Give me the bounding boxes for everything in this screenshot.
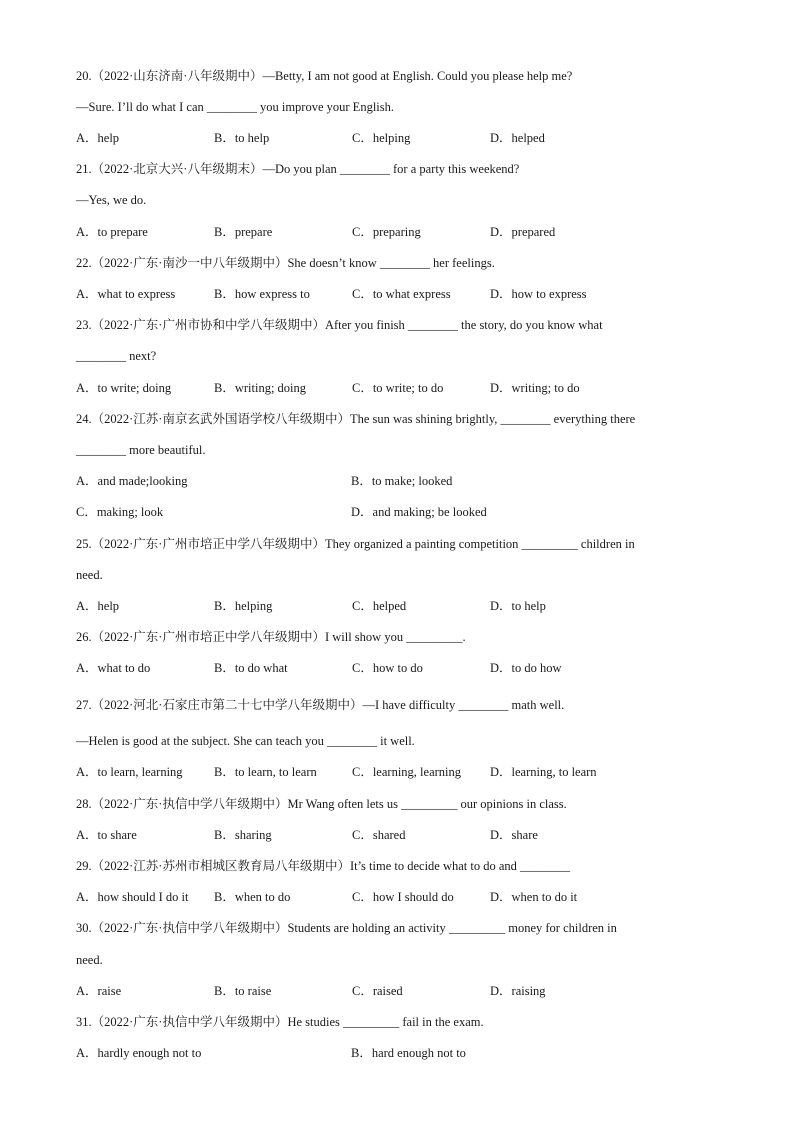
option-a[interactable]: A．to write; doing [76,381,172,395]
option-d[interactable]: D．prepared [490,225,556,239]
question-31-stem-line-1: 31.（2022·广东·执信中学八年级期中）He studies _________ fail in the exam. [76,1015,484,1029]
option-d[interactable]: D．learning, to learn [490,765,597,779]
question-20-stem-line-2: —Sure. I’ll do what I can ________ you improve your English. [76,100,395,114]
option-d[interactable]: D．to help [490,599,546,613]
question-24-options-row-2 [76,504,734,520]
option-c[interactable]: C．learning, learning [352,765,461,779]
option-b[interactable]: B．to do what [214,661,288,675]
question-31-options [76,1045,734,1061]
option-b[interactable]: B．when to do [214,890,291,904]
question-27-stem-line-2: —Helen is good at the subject. She can teach you ________ it well. [76,734,415,748]
question-22-options [76,286,734,302]
option-c[interactable]: C．helped [352,599,407,613]
option-a[interactable]: A．and made;looking [76,474,188,488]
option-a[interactable]: A．help [76,131,120,145]
question-25-options [76,598,734,614]
option-c[interactable]: C．how I should do [352,890,454,904]
question-30-stem-line-1: 30.（2022·广东·执信中学八年级期中）Students are holding an activity _________ money for children in [76,921,617,935]
question-23-stem-line-2: ________ next? [76,349,157,363]
option-a[interactable]: A．to share [76,828,137,842]
option-a[interactable]: A．hardly enough not to [76,1046,202,1060]
question-29-stem-line-1: 29.（2022·江苏·苏州市相城区教育局八年级期中）It’s time to decide what to do and ________ [76,859,571,873]
question-30-options [76,983,734,999]
question-21-stem-line-2: —Yes, we do. [76,193,147,207]
option-d[interactable]: D．share [490,828,538,842]
option-d[interactable]: D．writing; to do [490,381,580,395]
question-21-stem-line-1: 21.（2022·北京大兴·八年级期末）—Do you plan ________ for a party this weekend? [76,162,520,176]
question-25-stem-line-2: need. [76,568,103,582]
option-b[interactable]: B．how express to [214,287,310,301]
option-c[interactable]: C．preparing [352,225,421,239]
option-a[interactable]: A．what to express [76,287,176,301]
option-c[interactable]: C．raised [352,984,403,998]
question-26-stem-line-1: 26.（2022·广东·广州市培正中学八年级期中）I will show you _________. [76,630,466,644]
option-b[interactable]: B．to raise [214,984,272,998]
question-24-stem-line-1: 24.（2022·江苏·南京玄武外国语学校八年级期中）The sun was shining brightly, ________ everything there [76,412,636,426]
option-c[interactable]: C．shared [352,828,406,842]
question-20-options [76,130,734,146]
option-b[interactable]: B．writing; doing [214,381,307,395]
question-21-options [76,224,734,240]
option-b[interactable]: B．sharing [214,828,272,842]
option-c[interactable]: C．to write; to do [352,381,444,395]
question-20-stem-line-1: 20.（2022·山东济南·八年级期中）—Betty, I am not good at English. Could you please help me? [76,69,573,83]
question-22-stem-line-1: 22.（2022·广东·南沙一中八年级期中）She doesn’t know ________ her feelings. [76,256,495,270]
option-a[interactable]: A．to learn, learning [76,765,183,779]
option-d[interactable]: D．raising [490,984,546,998]
question-23-options [76,380,734,396]
question-27-options [76,764,734,780]
option-a[interactable]: A．how should I do it [76,890,189,904]
option-d[interactable]: D．how to express [490,287,587,301]
question-28-stem-line-1: 28.（2022·广东·执信中学八年级期中）Mr Wang often lets us _________ our opinions in class. [76,797,567,811]
question-25-stem-line-1: 25.（2022·广东·广州市培正中学八年级期中）They organized a painting competition _________ children in [76,537,635,551]
question-24-options-row-1 [76,473,734,489]
option-d[interactable]: D．to do how [490,661,562,675]
option-b[interactable]: B．hard enough not to [351,1046,466,1060]
option-c[interactable]: C．to what express [352,287,451,301]
option-b[interactable]: B．to make; looked [351,474,453,488]
option-a[interactable]: A．help [76,599,120,613]
option-b[interactable]: B．to help [214,131,270,145]
option-b[interactable]: B．to learn, to learn [214,765,317,779]
option-d[interactable]: D．when to do it [490,890,578,904]
option-d[interactable]: D．and making; be looked [351,505,487,519]
option-b[interactable]: B．prepare [214,225,273,239]
question-26-options [76,660,734,676]
question-23-stem-line-1: 23.（2022·广东·广州市协和中学八年级期中）After you finish ________ the story, do you know what [76,318,603,332]
question-27-stem-line-1: 27.（2022·河北·石家庄市第二十七中学八年级期中）—I have difficulty ________ math well. [76,698,565,712]
option-c[interactable]: C．making; look [76,505,164,519]
question-28-options [76,827,734,843]
option-a[interactable]: A．what to do [76,661,151,675]
option-b[interactable]: B．helping [214,599,273,613]
option-a[interactable]: A．to prepare [76,225,148,239]
question-29-options [76,889,734,905]
option-a[interactable]: A．raise [76,984,122,998]
question-30-stem-line-2: need. [76,953,103,967]
question-24-stem-line-2: ________ more beautiful. [76,443,206,457]
option-c[interactable]: C．helping [352,131,411,145]
option-d[interactable]: D．helped [490,131,545,145]
option-c[interactable]: C．how to do [352,661,423,675]
